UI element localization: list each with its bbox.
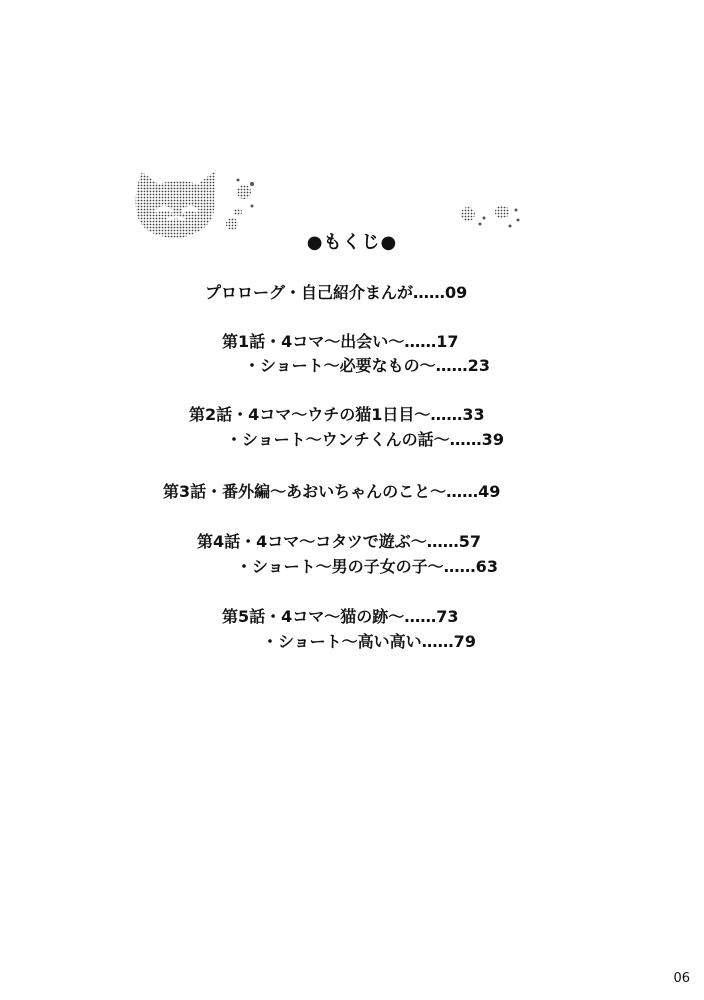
toc-entry-ch3: 第3話・番外編〜あおいちゃんのこと〜……49 — [163, 482, 501, 501]
toc-entry-ch4-short: ・ショート〜男の子女の子〜……63 — [236, 557, 498, 576]
toc-entry-ch5: 第5話・4コマ〜猫の跡〜……73 — [222, 607, 459, 626]
page-number: 06 — [673, 971, 690, 986]
toc-entry-ch2: 第2話・4コマ〜ウチの猫1日目〜……33 — [189, 405, 485, 424]
bubbles-icon — [222, 176, 262, 236]
toc-entry-prologue: プロローグ・自己紹介まんが……09 — [205, 283, 468, 302]
toc-entry-ch1-short: ・ショート〜必要なもの〜……23 — [244, 356, 490, 375]
page-title: ●もくじ● — [306, 232, 398, 253]
toc-entry-ch2-short: ・ショート〜ウンチくんの話〜……39 — [226, 430, 504, 449]
toc-entry-ch5-short: ・ショート〜高い高い……79 — [262, 632, 476, 651]
toc-entry-ch1: 第1話・4コマ〜出会い〜……17 — [222, 332, 459, 351]
toc-entry-ch4: 第4話・4コマ〜コタツで遊ぶ〜……57 — [197, 532, 482, 551]
